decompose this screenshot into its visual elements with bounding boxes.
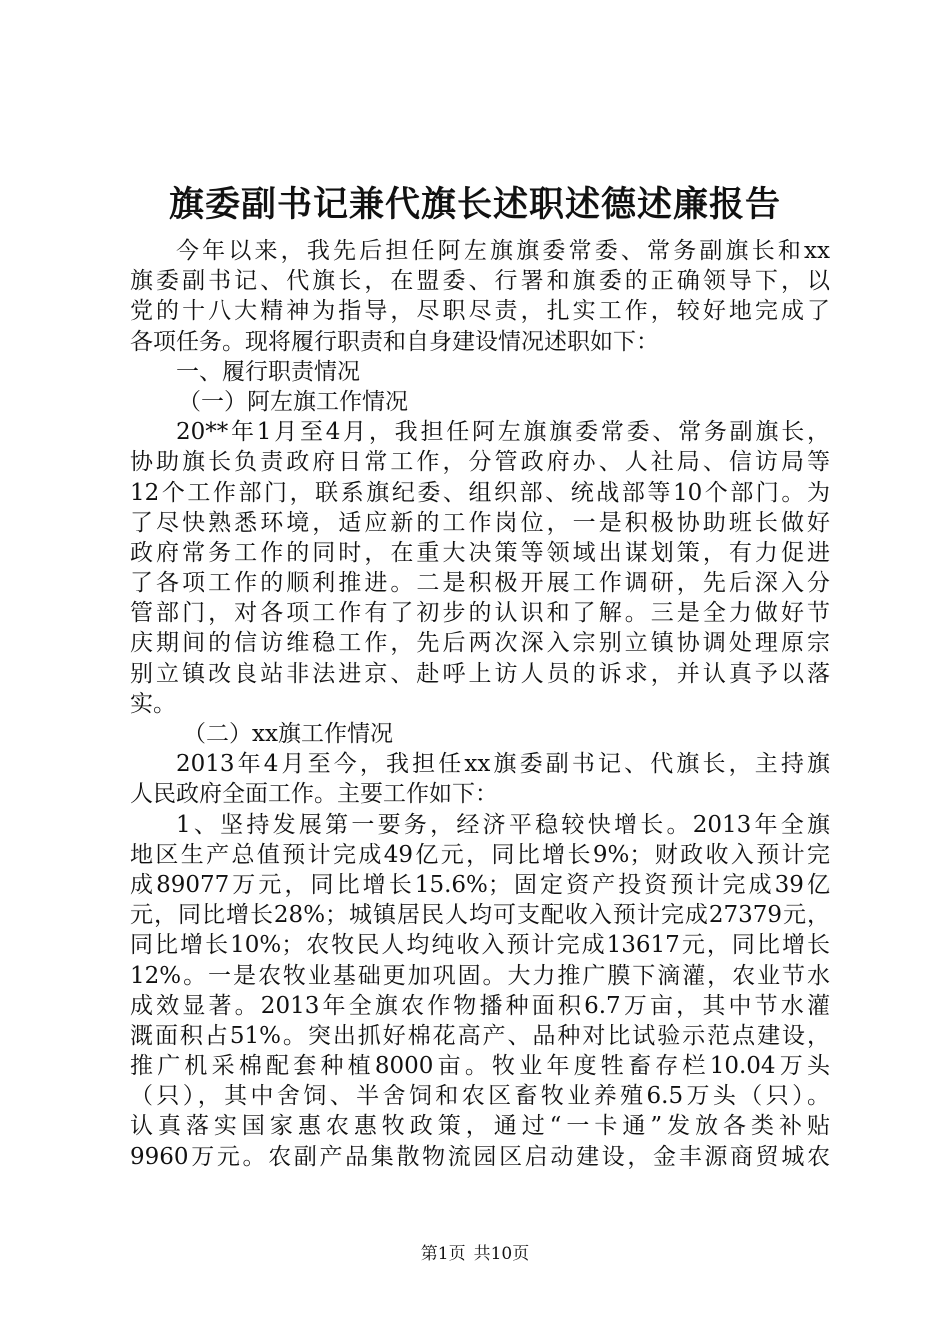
page-footer <box>0 1241 950 1267</box>
paragraph-line: 别立镇改良站非法进京、赴呼上访人员的诉求，并认真予以落 <box>130 660 830 687</box>
paragraph-line: 地区生产总值预计完成49亿元，同比增长9%；财政收入预计完 <box>130 841 830 868</box>
paragraph-line: 政府常务工作的同时，在重大决策等领域出谋划策，有力促进 <box>130 539 830 566</box>
paragraph-line: 2013年4月至今，我担任xx旗委副书记、代旗长，主持旗 <box>176 751 830 778</box>
paragraph-line: 元，同比增长28%；城镇居民人均可支配收入预计完成27379元， <box>130 902 830 929</box>
paragraph-line: 12%。一是农牧业基础更加巩固。大力推广膜下滴灌，农业节水 <box>130 962 830 989</box>
paragraph-line: 协助旗长负责政府日常工作，分管政府办、人社局、信访局等 <box>130 449 830 476</box>
document-body <box>130 236 830 1172</box>
paragraph-line: 1、坚持发展第一要务，经济平稳较快增长。2013年全旗 <box>176 811 830 838</box>
paragraph-line: 12个工作部门，联系旗纪委、组织部、统战部等10个部门。为 <box>130 479 830 506</box>
page-total: 共10页 <box>473 1244 530 1264</box>
paragraph-line: 20**年1月至4月，我担任阿左旗旗委常委、常务副旗长， <box>176 419 830 446</box>
paragraph-line: 推广机采棉配套种植8000亩。牧业年度牲畜存栏10.04万头 <box>130 1053 830 1080</box>
paragraph-line: 各项任务。现将履行职责和自身建设情况述职如下： <box>130 328 659 355</box>
paragraph-line: 成89077万元，同比增长15.6%；固定资产投资预计完成39亿 <box>130 871 830 898</box>
subsection-heading: （一）阿左旗工作情况 <box>178 388 408 415</box>
paragraph-line: 9960万元。农副产品集散物流园区启动建设，金丰源商贸城农 <box>130 1143 830 1170</box>
paragraph-line: 党的十八大精神为指导，尽职尽责，扎实工作，较好地完成了 <box>130 298 830 325</box>
paragraph-line: 了尽快熟悉环境，适应新的工作岗位，一是积极协助班长做好 <box>130 509 830 536</box>
subsection-heading: （二）xx旗工作情况 <box>183 721 393 747</box>
paragraph-line: 旗委副书记、代旗长，在盟委、行署和旗委的正确领导下，以 <box>130 268 830 295</box>
paragraph-line: 认真落实国家惠农惠牧政策，通过“一卡通”发放各类补贴 <box>130 1113 830 1140</box>
paragraph-line: 成效显著。2013年全旗农作物播种面积6.7万亩，其中节水灌 <box>130 992 830 1019</box>
paragraph-line: 溉面积占51%。突出抓好棉花高产、品种对比试验示范点建设， <box>130 1022 830 1049</box>
paragraph-line: （只），其中舍饲、半舍饲和农区畜牧业养殖6.5万头（只）。 <box>130 1083 830 1110</box>
paragraph-line: 实。 <box>130 690 176 717</box>
paragraph-line: 管部门，对各项工作有了初步的认识和了解。三是全力做好节 <box>130 600 830 627</box>
paragraph-line: 庆期间的信访维稳工作，先后两次深入宗别立镇协调处理原宗 <box>130 630 830 657</box>
paragraph-line: 同比增长10%；农牧民人均纯收入预计完成13617元，同比增长 <box>130 932 830 959</box>
page-number: 第1页 <box>420 1244 466 1264</box>
document-title: 旗委副书记兼代旗长述职述德述廉报告 <box>168 184 781 225</box>
paragraph-line: 了各项工作的顺利推进。二是积极开展工作调研，先后深入分 <box>130 570 830 597</box>
section-heading: 一、履行职责情况 <box>176 358 360 385</box>
paragraph-line: 今年以来，我先后担任阿左旗旗委常委、常务副旗长和xx <box>176 238 830 264</box>
paragraph-line: 人民政府全面工作。主要工作如下： <box>130 781 498 808</box>
